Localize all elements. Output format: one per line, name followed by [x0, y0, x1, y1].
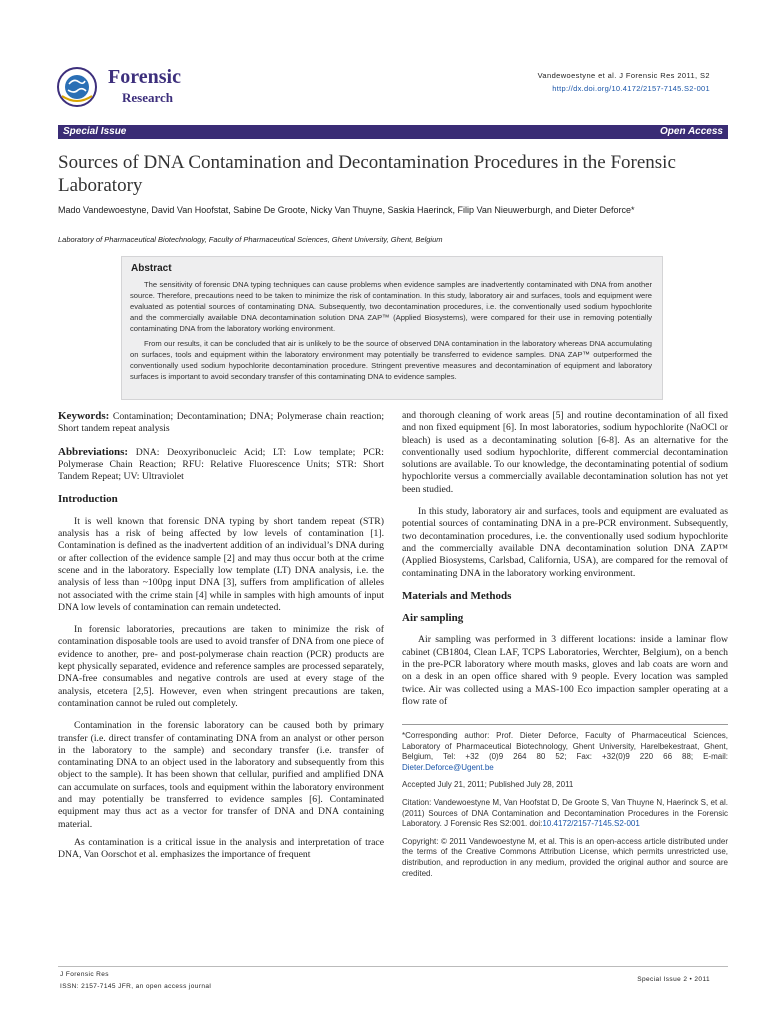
abbreviations-label: Abbreviations:	[58, 445, 129, 458]
affiliation: Laboratory of Pharmaceutical Biotechnology, Faculty of Pharmaceutical Sciences, Ghent University, Ghent, Belgium	[58, 235, 443, 244]
paragraph: Air sampling was performed in 3 different locations: inside a laminar flow cabinet (CB1804, Clean LAF, TCPS Laboratories, Werchter, Belgium), on a bench in the pre-PCR laboratory where mouth masks, gloves and lab coats are worn and on a desk in an open office shared with 9 people. Every location was sampled twice. Air was collected using a MAS-100 Eco impaction sampler operating at a flow rate of	[402, 634, 728, 707]
paragraph: As contamination is a critical issue in the analysis and interpretation of trace DNA, Van Oorschot et al. emphasizes the importance of frequent	[58, 836, 384, 861]
copyright: Copyright: © 2011 Vandewoestyne M, et al. This is an open-access article distributed under the terms of the Creative Commons Attribution License, which permits unrestricted use, distribution, and reproduction in any medium, provided the original author and source are credited.	[402, 836, 728, 878]
citation	[402, 798, 728, 830]
footer-issue: Special Issue 2 • 2011	[637, 976, 710, 983]
journal-subtitle: Research	[122, 90, 174, 105]
abstract-heading: Abstract	[131, 263, 172, 274]
footnote-divider	[402, 724, 728, 725]
abstract-paragraph: The sensitivity of forensic DNA typing techniques can cause problems when evidence samples are inadvertently contaminated with DNA from another source. Therefore, precautions need to be taken to minimize the risk of contamination. In this study, laboratory air and surfaces, tools and equipment were evaluated as potential sources of contaminating DNA. Subsequently, two decontamination procedures, i.e. the conventionally used sodium hypochlorite and the commercially available DNA decontamination solution DNA ZAP™ (Applied Biosystems), were compared for their use in removing potentially contaminating DNA from the laboratory working environment.	[130, 280, 652, 333]
authors: Mado Vandewoestyne, David Van Hoofstat, Sabine De Groote, Nicky Van Thuyne, Saskia Haerinck, Filip Van Nieuwerburgh, and Dieter Deforce*	[58, 205, 635, 215]
paragraph: In forensic laboratories, precautions are taken to minimize the risk of contamination disposable tools are used to avoid transfer of DNA from one piece of evidence to another, pre- and post-polymerase chain reaction (PCR) products are kept physically separated, evidence and reference samples are processed separately, DNA-free consumables and negative controls are used at every stage of the analysis, etcetera [2,5]. However, even when stringent precautions are taken, contamination cannot be ruled out completely.	[58, 624, 384, 709]
keywords-label: Keywords:	[58, 410, 110, 422]
abstract-box	[121, 256, 663, 400]
paragraph: It is well known that forensic DNA typing by short tandem repeat (STR) analysis has a risk of being affected by low levels of contamination [1]. Contamination is defined as the inadvertent addition of an individual’s DNA during or after collection of the evidence sample [2] and may thus occur both at the crime scene and in the laboratory. Especially low template (LT) DNA analysis, i.e. the analysis of less than ~100pg input DNA [3], suffers from amplification of alleles not associated with the crime stain [4] while in samples with high amounts of input DNA low levels of contamination can remain undetected.	[58, 515, 384, 613]
paragraph: Contamination in the forensic laboratory can be caused both by primary transfer (i.e. direct transfer of contaminating DNA from an analyst or other person in the laboratory to the sample) and secondary transfer (i.e. transfer of contaminating DNA to an object used in the laboratory and subsequently from this object to the sample). It has been shown that cellular, purified and amplified DNA can accumulate on surfaces, tools and equipment within the laboratory environment and may potentially be transferred to evidence samples [6]. Contaminated equipment may thus act as a vector for transfer of DNA and DNA containing material.	[58, 720, 384, 830]
footer-issn: ISSN: 2157-7145 JFR, an open access journal	[60, 983, 212, 990]
keywords-text: Contamination; Decontamination; DNA; Polymerase chain reaction; Short tandem repeat analysis	[58, 411, 385, 435]
paper-title: Sources of DNA Contamination and Decontamination Procedures in the Forensic Laboratory	[58, 152, 676, 196]
abbreviations	[58, 446, 384, 484]
methods-heading: Materials and Methods	[402, 589, 512, 602]
abbreviations-text: DNA: Deoxyribonucleic Acid; LT: Low template; PCR: Polymerase Chain Reaction; RFU: Relative Fluorescence Units; STR: Short Tandem Repeat; UV: Ultraviolet	[58, 446, 385, 483]
journal-logo-icon	[56, 66, 98, 108]
introduction-heading: Introduction	[58, 493, 118, 506]
issue-banner	[58, 125, 728, 139]
citation-header: Vandewoestyne et al. J Forensic Res 2011, S2	[537, 71, 710, 80]
abstract-paragraph: From our results, it can be concluded that air is unlikely to be the source of observed DNA contamination in the laboratory whereas DNA accumulating on surfaces, tools and equipment within the laboratory environment may potentially be transferred to evidence samples. DNA ZAP™ outperformed the conventionally used sodium hypochlorite decontamination procedure. Stringent preventive measures and decontamination of equipment and laboratory surfaces is important to avoid secondary transfer of this contaminating DNA to evidence samples.	[130, 339, 652, 381]
keywords	[58, 410, 384, 436]
paragraph: In this study, laboratory air and surfaces, tools and equipment are evaluated as potential sources of contaminating DNA in a pre-PCR environment. Subsequently, two decontamination procedures, i.e. the conventionally used sodium hypochlorite and the commercially available DNA decontamination solution DNA ZAP™ (Applied Biosystems, Carlsbad, California, USA), are compared for the removal of contaminating DNA in the laboratory working environment.	[402, 506, 728, 579]
left-column	[58, 410, 384, 862]
corresponding-author	[402, 731, 728, 773]
open-access-label: Open Access	[660, 126, 723, 137]
dates: Accepted July 21, 2011; Published July 28, 2011	[402, 780, 574, 790]
air-sampling-heading: Air sampling	[402, 612, 464, 625]
corresponding-text: *Corresponding author: Prof. Dieter Deforce, Faculty of Pharmaceutical Sciences, Laboratory of Pharmaceutical Biotechnology, Ghent University, Harelbekestraat, Ghent, Belgium, Tel: +32 (0)9 264 80 52; Fax: +32(0)9 220 66 88; E-mail:	[402, 731, 728, 762]
doi-link[interactable]: http://dx.doi.org/10.4172/2157-7145.S2-001	[552, 84, 710, 93]
footer-divider	[58, 966, 728, 967]
abstract-body	[130, 279, 652, 382]
paragraph: and thorough cleaning of work areas [5] and routine decontamination of all fixed and non fixed equipment [6]. In most laboratories, sodium hypochlorite (NaOCl or bleach) is used as a decontaminating solution [6-8]. As an alternative for the conventionally used sodium hypochlorite, different commercial decontamination solutions are available. To our knowledge, the decontaminating potential of sodium hypochlorite versus a commercially available decontamination solution has not yet been studied.	[402, 410, 728, 495]
special-issue-label: Special Issue	[63, 126, 127, 137]
citation-doi-link[interactable]: 10.4172/2157-7145.S2-001	[542, 819, 640, 829]
footnotes	[402, 731, 728, 886]
footer-journal: J Forensic Res	[60, 971, 109, 978]
journal-name: Forensic	[108, 66, 181, 88]
email-link[interactable]: Dieter.Deforce@Ugent.be	[402, 762, 494, 772]
right-column	[402, 410, 728, 708]
citation-text: Citation: Vandewoestyne M, Van Hoofstat D, De Groote S, Van Thuyne N, Haerinck S, et al. (2011) Sources of DNA Contamination and Decontamination Procedures in the Forensic Laboratory. J Forensic Res S2:001. doi:	[402, 797, 728, 829]
